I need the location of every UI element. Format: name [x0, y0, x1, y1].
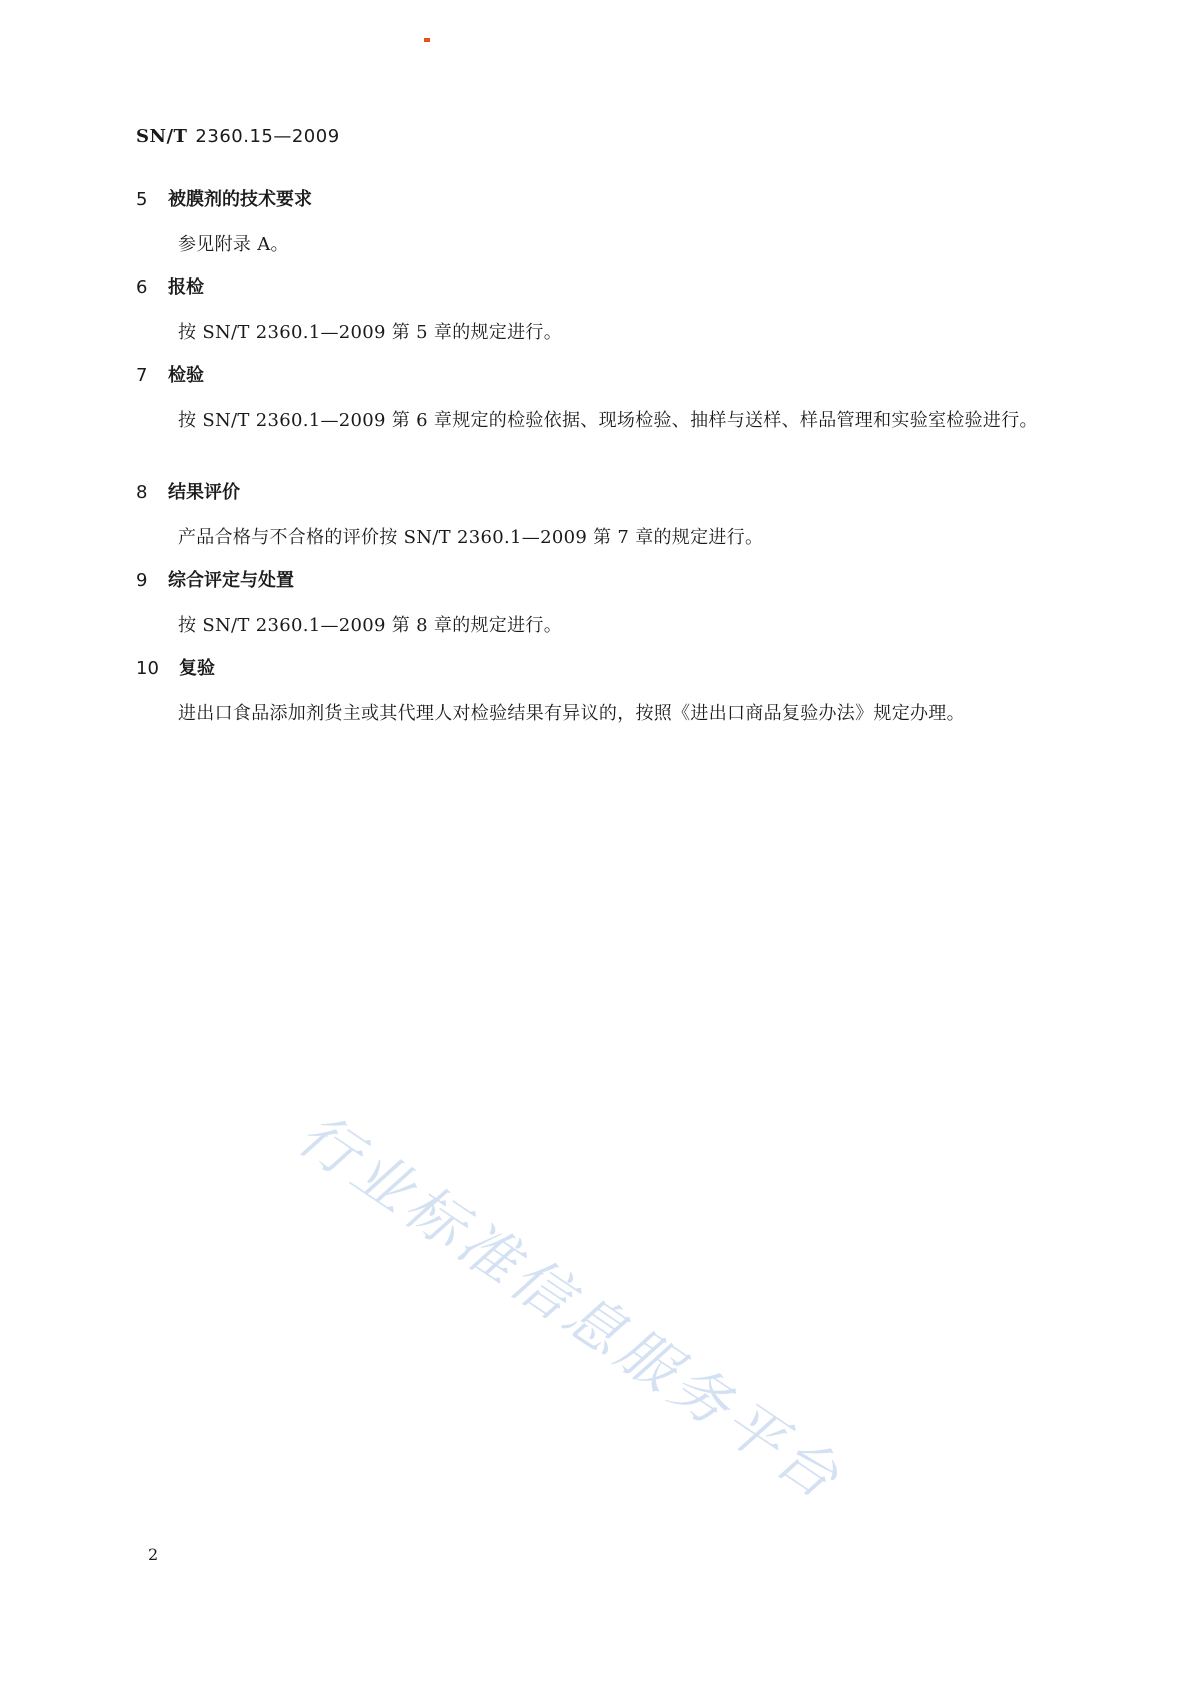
section-heading-6	[136, 273, 204, 299]
section-title: 复验	[179, 658, 215, 679]
section-title: 检验	[168, 365, 204, 386]
section-title: 报检	[168, 277, 204, 298]
section-title: 综合评定与处置	[168, 570, 294, 591]
section-body-7: 按 SN/T 2360.1—2009 第 6 章规定的检验依据、现场检验、抽样与送样、样品管理和实验室检验进行。	[178, 410, 1038, 431]
section-body-9: 按 SN/T 2360.1—2009 第 8 章的规定进行。	[178, 615, 563, 636]
section-heading-8	[136, 478, 240, 504]
section-body-8: 产品合格与不合格的评价按 SN/T 2360.1—2009 第 7 章的规定进行。	[178, 527, 764, 548]
section-heading-10	[136, 654, 215, 680]
printer-mark	[424, 38, 430, 42]
watermark: 行业标准信息服务平台	[286, 1099, 855, 1515]
standard-code	[136, 126, 340, 147]
standard-prefix: SN/T	[136, 126, 188, 147]
section-body-10: 进出口食品添加剂货主或其代理人对检验结果有异议的，按照《进出口商品复验办法》规定办理。	[178, 703, 965, 724]
section-number: 9	[136, 570, 148, 591]
page-number: 2	[148, 1545, 159, 1564]
section-title: 被膜剂的技术要求	[168, 189, 312, 210]
section-title: 结果评价	[168, 482, 240, 503]
section-number: 8	[136, 482, 148, 503]
section-heading-9	[136, 566, 294, 592]
section-heading-5	[136, 185, 312, 211]
section-number: 6	[136, 277, 148, 298]
section-body-5: 参见附录 A。	[178, 234, 289, 255]
section-number: 7	[136, 365, 148, 386]
section-number: 5	[136, 189, 148, 210]
section-body-6: 按 SN/T 2360.1—2009 第 5 章的规定进行。	[178, 322, 563, 343]
section-number: 10	[136, 658, 159, 679]
section-heading-7	[136, 361, 204, 387]
standard-number: 2360.15—2009	[195, 126, 340, 147]
